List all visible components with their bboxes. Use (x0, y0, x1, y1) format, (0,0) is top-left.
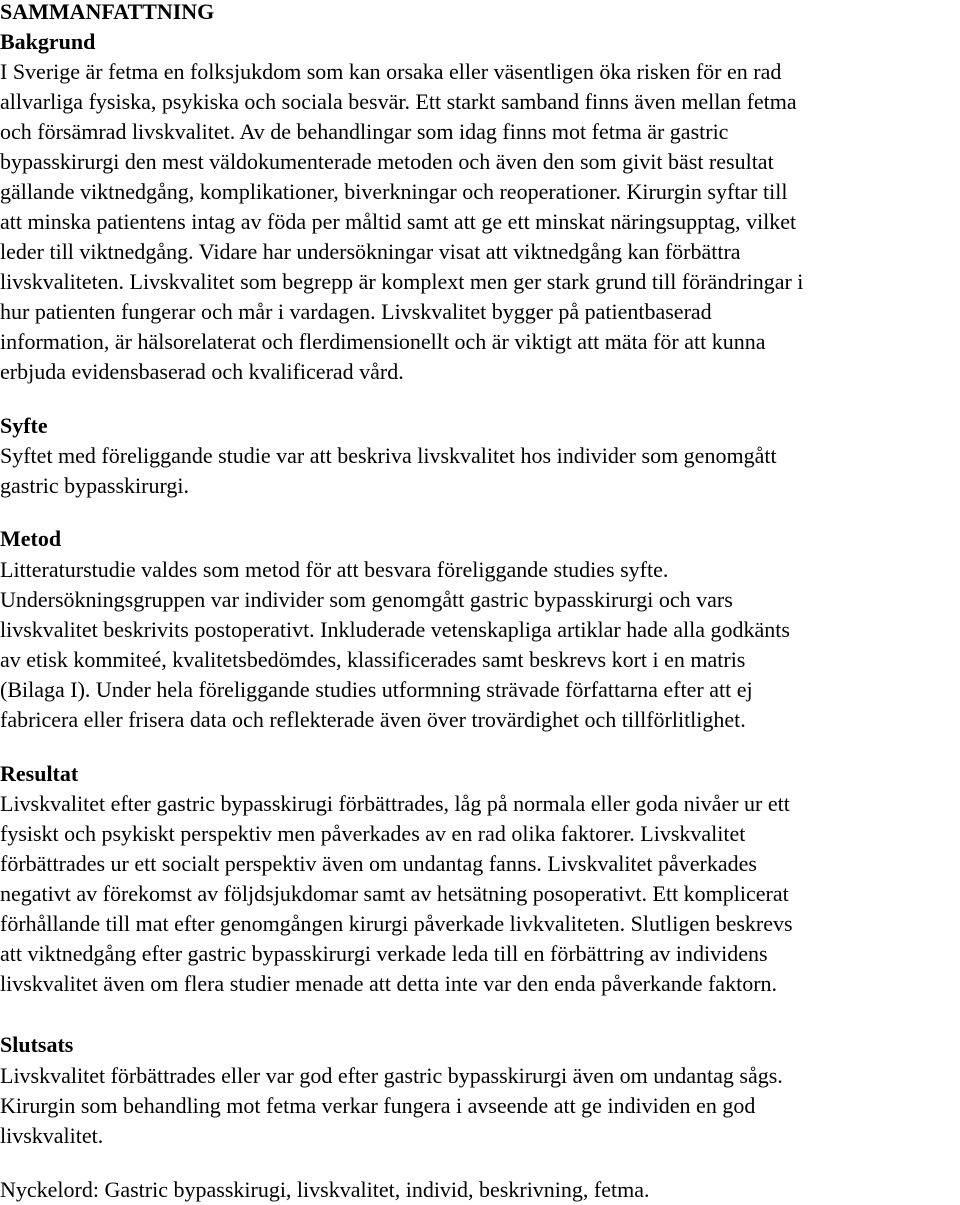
paragraph-line: Livskvalitet efter gastric bypasskirugi förbättrades, låg på normala eller goda nivåer ur ett (0, 791, 790, 816)
paragraph-line: att minska patientens intag av föda per måltid samt att ge ett minskat näringsupptag, vilket (0, 209, 797, 234)
keywords-line: Nyckelord: Gastric bypasskirugi, livskvalitet, individ, beskrivning, fetma. (0, 1177, 650, 1202)
section-heading-metod: Metod (0, 526, 62, 551)
paragraph-line: att viktnedgång efter gastric bypasskirurgi verkade leda till en förbättring av individens (0, 941, 768, 966)
paragraph-line: erbjuda evidensbaserad och kvalificerad vård. (0, 359, 404, 384)
paragraph-line: allvarliga fysiska, psykiska och sociala besvär. Ett starkt samband finns även mellan fetma (0, 89, 797, 114)
paragraph-line: Undersökningsgruppen var individer som genomgått gastric bypasskirurgi och vars (0, 587, 733, 612)
paragraph-line: information, är hälsorelaterat och flerdimensionellt och är viktigt att mäta för att kunna (0, 329, 766, 354)
paragraph-line: Litteraturstudie valdes som metod för att besvara föreliggande studies syfte. (0, 557, 669, 582)
paragraph-line: Kirurgin som behandling mot fetma verkar fungera i avseende att ge individen en god (0, 1093, 756, 1118)
paragraph-line: livskvalitet beskrivits postoperativt. Inkluderade vetenskapliga artiklar hade alla godkänts (0, 617, 790, 642)
paragraph-line: livskvalitet även om flera studier menade att detta inte var den enda påverkande faktorn. (0, 971, 778, 996)
paragraph-line: av etisk kommiteé, kvalitetsbedömdes, klassificerades samt beskrevs kort i en matris (0, 647, 746, 672)
paragraph-line: leder till viktnedgång. Vidare har undersökningar visat att viktnedgång kan förbättra (0, 239, 741, 264)
paragraph-line: Livskvalitet förbättrades eller var god efter gastric bypasskirurgi även om undantag sågs. (0, 1063, 783, 1088)
paragraph-line: förbättrades ur ett socialt perspektiv även om undantag fanns. Livskvalitet påverkades (0, 851, 757, 876)
section-heading-syfte: Syfte (0, 413, 48, 438)
paragraph-line: och försämrad livskvalitet. Av de behandlingar som idag finns mot fetma är gastric (0, 119, 729, 144)
paragraph-line: negativt av förekomst av följdsjukdomar samt av hetsätning posoperativt. Ett komplicerat (0, 881, 789, 906)
page-title: SAMMANFATTNING (0, 0, 215, 24)
paragraph-line: fabricera eller frisera data och reflekterade även över trovärdighet och tillförlitlighet. (0, 707, 746, 732)
paragraph-line: livskvaliteten. Livskvalitet som begrepp är komplext men ger stark grund till förändringar i (0, 269, 804, 294)
section-heading-slutsats: Slutsats (0, 1032, 74, 1057)
paragraph-line: I Sverige är fetma en folksjukdom som kan orsaka eller väsentligen öka risken för en rad (0, 59, 782, 84)
section-heading-resultat: Resultat (0, 761, 79, 786)
paragraph-line: (Bilaga I). Under hela föreliggande studies utformning strävade författarna efter att ej (0, 677, 753, 702)
paragraph-line: gastric bypasskirurgi. (0, 473, 190, 498)
paragraph-line: livskvalitet. (0, 1123, 104, 1148)
paragraph-line: bypasskirurgi den mest väldokumenterade metoden och även den som givit bäst resultat (0, 149, 774, 174)
paragraph-line: Syftet med föreliggande studie var att beskriva livskvalitet hos individer som genomgått (0, 443, 777, 468)
paragraph-line: hur patienten fungerar och mår i vardagen. Livskvalitet bygger på patientbaserad (0, 299, 712, 324)
paragraph-line: fysiskt och psykiskt perspektiv men påverkades av en rad olika faktorer. Livskvalitet (0, 821, 746, 846)
paragraph-line: förhållande till mat efter genomgången kirurgi påverkade livkvaliteten. Slutligen beskrevs (0, 911, 793, 936)
section-heading-bakgrund: Bakgrund (0, 29, 96, 54)
paragraph-line: gällande viktnedgång, komplikationer, biverkningar och reoperationer. Kirurgin syftar till (0, 179, 788, 204)
